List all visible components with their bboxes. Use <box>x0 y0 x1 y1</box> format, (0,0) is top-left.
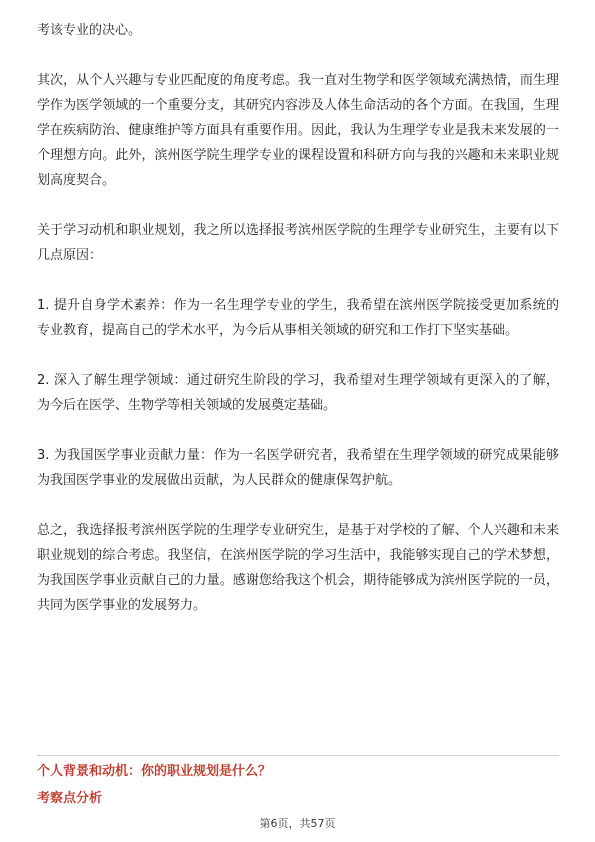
paragraph-reason-3: 3. 为我国医学事业贡献力量：作为一名医学研究者，我希望在生理学领域的研究成果能够为我国医学事业的发展做出贡献，为人民群众的健康保驾护航。 <box>37 448 559 488</box>
question-heading: 个人背景和动机：你的职业规划是什么？ <box>37 764 272 779</box>
paragraph-reason-1: 1. 提升自身学术素养：作为一名生理学专业的学生，我希望在滨州医学院接受更加系统的专业教育，提高自己的学术水平，为今后从事相关领域的研究和工作打下坚实基础。 <box>37 298 559 338</box>
document-body <box>37 18 559 643</box>
page-number-footer: 第6页，共57页 <box>259 817 336 830</box>
section-divider <box>37 755 559 756</box>
paragraph-reason-2: 2. 深入了解生理学领域：通过研究生阶段的学习，我希望对生理学领域有更深入的了解，为今后在医学、生物学等相关领域的发展奠定基础。 <box>37 373 559 413</box>
analysis-heading: 考察点分析 <box>37 791 103 806</box>
paragraph-conclusion: 总之，我选择报考滨州医学院的生理学专业研究生，是基于对学校的了解、个人兴趣和未来职业规划的综合考虑。我坚信，在滨州医学院的学习生活中，我能够实现自己的学术梦想，为我国医学事业贡献自己的力量。感谢您给我这个机会，期待能够成为滨州医学院的一员，共同为医学事业的发展努力。 <box>37 523 559 613</box>
paragraph-motivation-intro: 关于学习动机和职业规划，我之所以选择报考滨州医学院的生理学专业研究生，主要有以下几点原因： <box>37 223 559 263</box>
paragraph-interest-match: 其次，从个人兴趣与专业匹配度的角度考虑。我一直对生物学和医学领域充满热情，而生理学作为医学领域的一个重要分支，其研究内容涉及人体生命活动的各个方面。在我国，生理学在疾病防治、健康维护等方面具有重要作用。因此，我认为生理学专业是我未来发展的一个理想方向。此外，滨州医学院生理学专业的课程设置和科研方向与我的兴趣和未来职业规划高度契合。 <box>37 73 559 188</box>
paragraph-closing-fragment: 考该专业的决心。 <box>37 23 142 38</box>
